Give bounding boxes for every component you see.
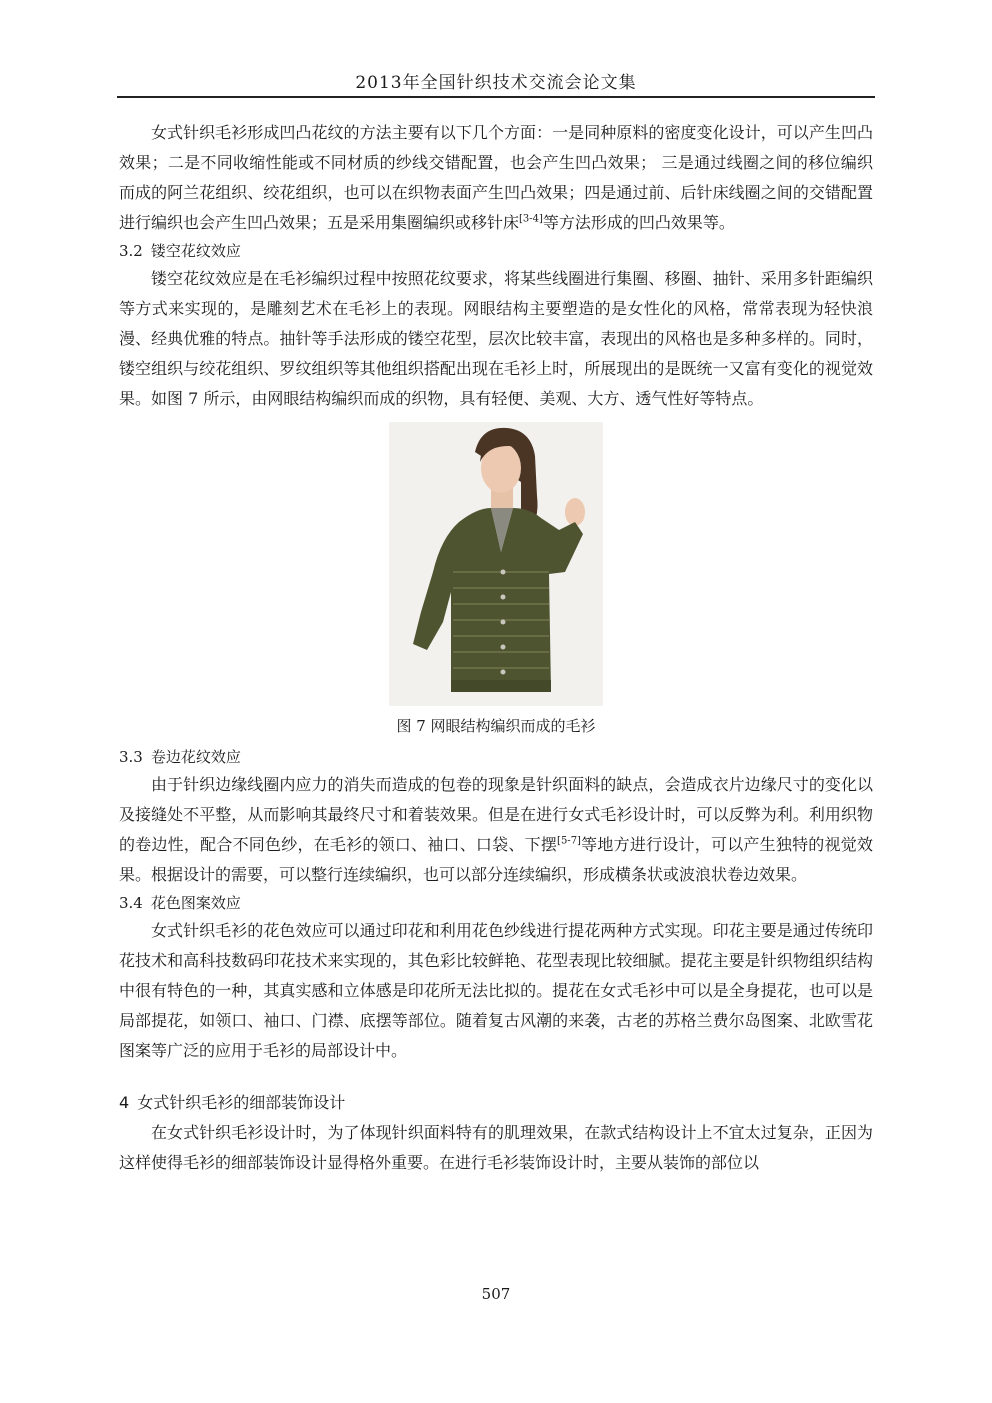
header-title: 2013年全国针织技术交流会论文集 (355, 73, 637, 93)
running-header (117, 66, 875, 98)
section-3-3-paragraph (119, 770, 873, 890)
citation-ref: [3-4] (519, 213, 543, 225)
intro-paragraph (119, 118, 873, 238)
section-number: 3.4 (119, 894, 143, 912)
section-title: 镂空花纹效应 (150, 242, 241, 260)
figure-7 (119, 422, 873, 710)
model-sweater-illustration (389, 422, 603, 706)
citation-ref: [5-7] (557, 835, 581, 847)
section-number: 4 (119, 1093, 130, 1112)
section-heading-4 (119, 1088, 873, 1118)
intro-text-2: 等方法形成的凹凸效果等。 (542, 213, 735, 232)
section-number: 3.3 (119, 748, 143, 766)
sweater-photo (389, 422, 603, 706)
section-3-2-paragraph: 镂空花纹效应是在毛衫编织过程中按照花纹要求，将某些线圈进行集圈、移圈、抽针、采用多针距编织等方式来实现的，是雕刻艺术在毛衫上的表现。网眼结构主要塑造的是女性化的风格，常常表现为轻快浪漫、经典优雅的特点。抽针等手法形成的镂空花型，层次比较丰富，表现出的风格也是多种多样的。同时，镂空组织与绞花组织、罗纹组织等其他组织搭配出现在毛衫上时，所展现出的是既统一又富有变化的视觉效果。如图 7 所示，由网眼结构编织而成的织物，具有轻便、美观、大方、透气性好等特点。 (119, 269, 873, 408)
page-body (119, 118, 873, 1178)
section-3-4-paragraph: 女式针织毛衫的花色效应可以通过印花和利用花色纱线进行提花两种方式实现。印花主要是通过传统印花技术和高科技数码印花技术来实现的，其色彩比较鲜艳、花型表现比较细腻。提花主要是针织物组织结构中很有特色的一种，其真实感和立体感是印花所无法比拟的。提花在女式毛衫中可以是全身提花，也可以是局部提花，如领口、袖口、门襟、底摆等部位。随着复古风潮的来袭，古老的苏格兰费尔岛图案、北欧雪花图案等广泛的应用于毛衫的局部设计中。 (119, 921, 873, 1060)
section-heading-3-4 (119, 890, 873, 916)
section-4-paragraph: 在女式针织毛衫设计时，为了体现针织面料特有的肌理效果，在款式结构设计上不宜太过复杂，正因为这样使得毛衫的细部装饰设计显得格外重要。在进行毛衫装饰设计时，主要从装饰的部位以 (119, 1123, 873, 1172)
intro-text-1: 女式针织毛衫形成凹凸花纹的方法主要有以下几个方面：一是同种原料的密度变化设计，可以产生凹凸效果；二是不同收缩性能或不同材质的纱线交错配置，也会产生凹凸效果； 三是通过线圈之间的移位编织而成的阿兰花组织、绞花组织，也可以在织物表面产生凹凸效果；四是通过前、后针床线圈之间的交错配置进行编织也会产生凹凸效果；五是采用集圈编织或移针床 (119, 123, 873, 232)
section-3-3-text-2: 等地方进行设计，可以产生独特的视觉效果。根据设计的需要，可以整行连续编织，也可以部分连续编织，形成横条状或波浪状卷边效果。 (119, 835, 873, 884)
section-3-3-text-1: 由于针织边缘线圈内应力的消失而造成的包卷的现象是针织面料的缺点，会造成衣片边缘尺寸的变化以及接缝处不平整，从而影响其最终尺寸和着装效果。但是在进行女式毛衫设计时，可以反弊为利。利用织物的卷边性，配合不同色纱，在毛衫的领口、袖口、口袋、下摆 (119, 775, 873, 854)
figure-caption: 图 7 网眼结构编织而成的毛衫 (396, 717, 596, 735)
page-number: 507 (481, 1285, 511, 1303)
section-number: 3.2 (119, 242, 143, 260)
section-title: 女式针织毛衫的细部装饰设计 (137, 1093, 346, 1112)
section-title: 卷边花纹效应 (150, 748, 241, 766)
section-heading-3-3 (119, 744, 873, 770)
section-title: 花色图案效应 (150, 894, 241, 912)
section-heading-3-2 (119, 238, 873, 264)
